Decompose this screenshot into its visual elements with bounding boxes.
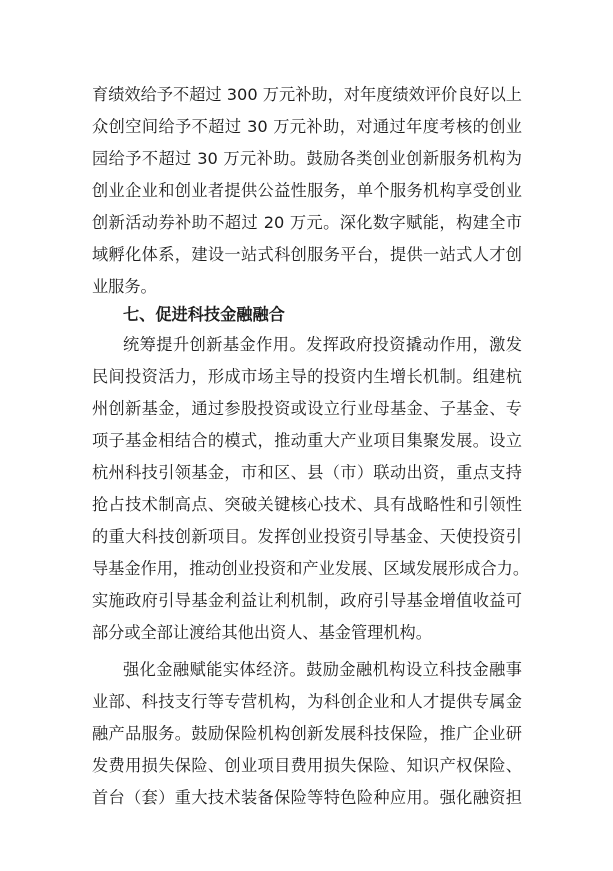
paragraph-line: 创新活动券补助不超过 20 万元。深化数字赋能，构建全市 [92,213,522,232]
paragraph-line: 发费用损失保险、创业项目费用损失保险、知识产权保险、 [92,756,522,775]
paragraph-line: 首台（套）重大技术装备保险等特色险种应用。强化融资担 [92,788,522,807]
paragraph-line: 业服务。 [92,277,157,296]
paragraph-line: 州创新基金，通过参股投资或设立行业母基金、子基金、专 [92,399,522,418]
paragraph-line: 创业企业和创业者提供公益性服务，单个服务机构享受创业 [92,181,522,200]
paragraph-line: 融产品服务。鼓励保险机构创新发展科技保险，推广企业研 [92,724,522,743]
paragraph-line: 项子基金相结合的模式，推动重大产业项目集聚发展。设立 [92,431,522,450]
paragraph-line: 强化金融赋能实体经济。鼓励金融机构设立科技金融事 [123,660,522,679]
paragraph-line: 域孵化体系，建设一站式科创服务平台，提供一站式人才创 [92,245,522,264]
paragraph-line: 民间投资活力，形成市场主导的投资内生增长机制。组建杭 [92,367,522,386]
paragraph-line: 统筹提升创新基金作用。发挥政府投资撬动作用，激发 [123,335,522,354]
paragraph-line: 部分或全部让渡给其他出资人、基金管理机构。 [92,623,432,642]
paragraph-line: 的重大科技创新项目。发挥创业投资引导基金、天使投资引 [92,527,522,546]
paragraph-line: 业部、科技支行等专营机构，为科创企业和人才提供专属金 [92,692,522,711]
paragraph-line: 众创空间给予不超过 30 万元补助，对通过年度考核的创业 [92,117,522,136]
paragraph-line: 抢占技术制高点、突破关键核心技术、具有战略性和引领性 [92,495,522,514]
paragraph-line: 园给予不超过 30 万元补助。鼓励各类创业创新服务机构为 [92,149,522,168]
paragraph-line: 导基金作用，推动创业投资和产业发展、区域发展形成合力。 [92,559,530,578]
paragraph-line: 实施政府引导基金利益让利机制，政府引导基金增值收益可 [92,591,522,610]
paragraph-line: 育绩效给予不超过 300 万元补助，对年度绩效评价良好以上 [92,85,522,104]
section-heading: 七、促进科技金融融合 [123,305,285,324]
paragraph-line: 杭州科技引领基金，市和区、县（市）联动出资，重点支持 [92,463,522,482]
